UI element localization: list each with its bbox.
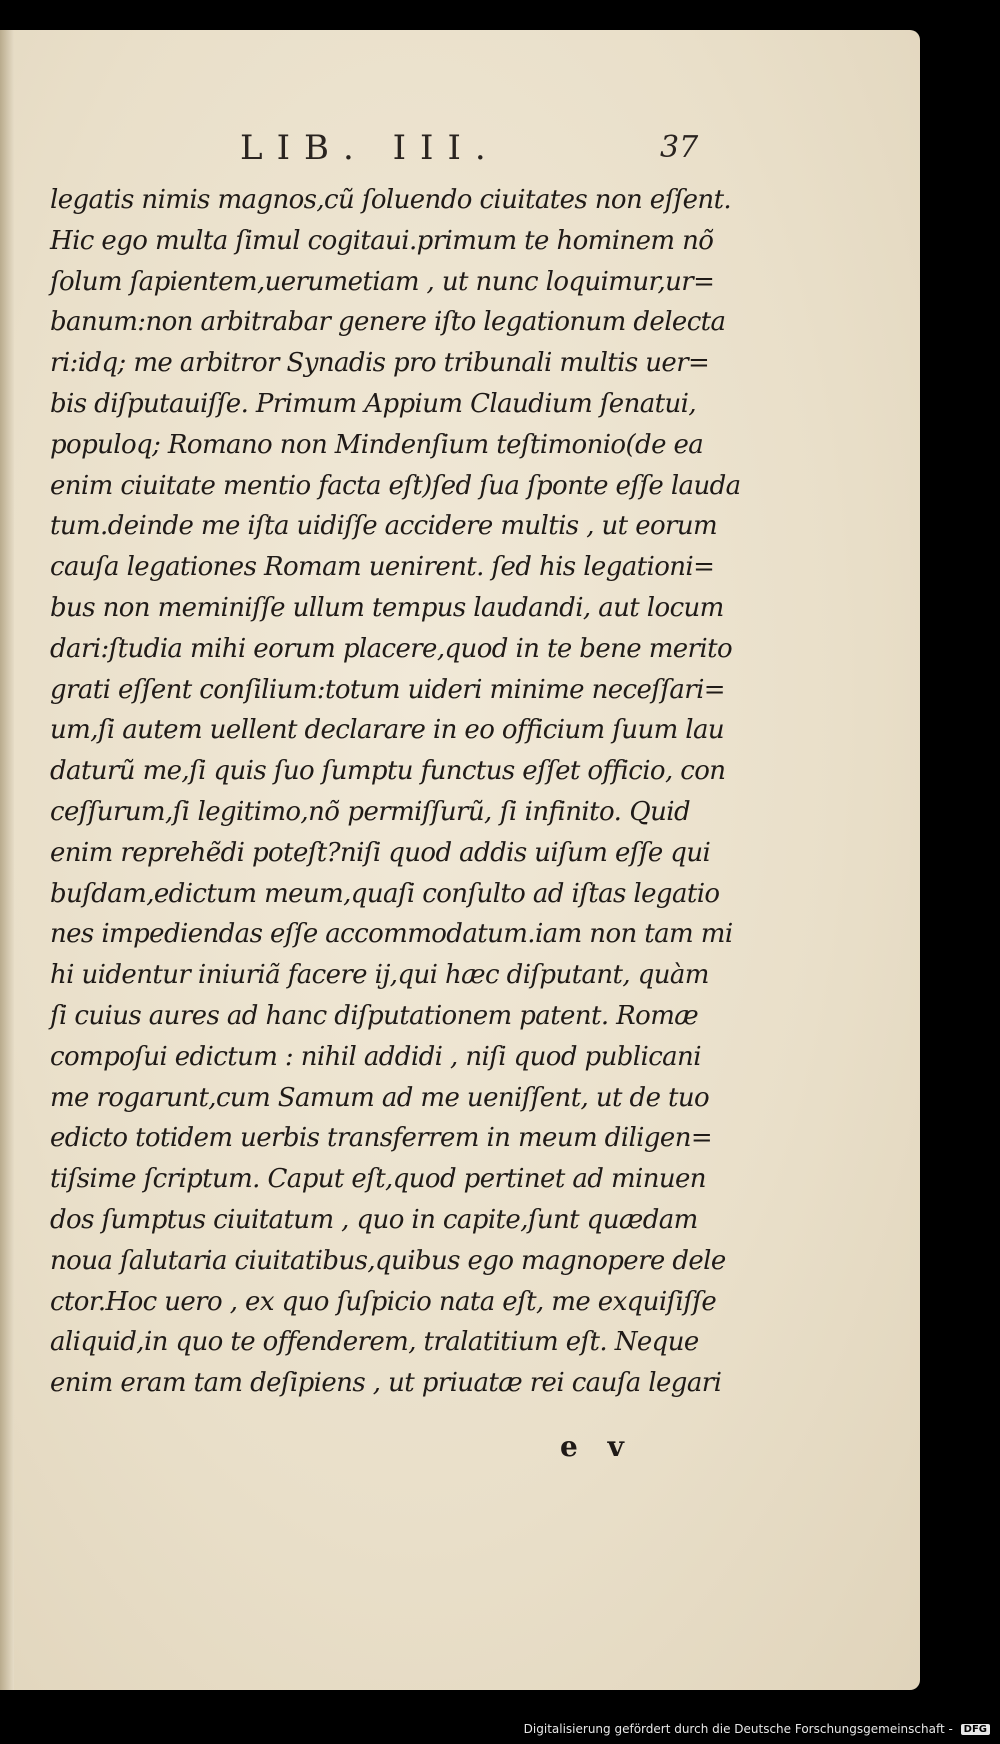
text-line: dos ſumptus ciuitatum , quo in capite,ſunt quædam: [50, 1204, 698, 1235]
digitization-credit: [524, 1722, 990, 1736]
text-line: ſi cuius aures ad hanc diſputationem patent. Romæ: [50, 1000, 699, 1031]
text-line: compoſui edictum : nihil addidi , niſi quod publicani: [50, 1041, 701, 1072]
text-line: Hic ego multa ſimul cogitaui.primum te hominem nõ: [50, 225, 714, 256]
page-number: 37: [660, 130, 699, 165]
text-line: grati eſſent conſilium:totum uideri minime neceſſari=: [50, 674, 725, 705]
text-line: nes impediendas eſſe accommodatum.iam non tam mi: [50, 919, 733, 950]
signature-mark: e v: [560, 1430, 634, 1463]
text-line: bus non meminiſſe ullum tempus laudandi, aut locum: [50, 592, 724, 623]
text-line: cauſa legationes Romam uenirent. ſed his legationi=: [50, 552, 715, 583]
text-line: ctor.Hoc uero , ex quo ſuſpicio nata eſt, me exquiſiſſe: [50, 1286, 717, 1317]
text-line: ſolum ſapientem,uerumetiam , ut nunc loquimur,ur=: [50, 266, 715, 297]
book-title: LIB. III.: [240, 128, 500, 168]
text-line: um,ſi autem uellent declarare in eo officium ſuum lau: [50, 715, 725, 746]
text-line: enim eram tam deſipiens , ut priuatæ rei cauſa legari: [50, 1368, 722, 1399]
text-line: banum:non arbitrabar genere iſto legationum delecta: [50, 307, 726, 338]
text-body: [50, 180, 741, 1404]
text-line: legatis nimis magnos,cũ ſoluendo ciuitates non eſſent.: [50, 185, 732, 215]
page-gutter: [0, 30, 14, 1690]
text-line: populoq; Romano non Mindenſium teſtimonio(de ea: [50, 429, 704, 460]
text-line: enim reprehẽdi poteſt?niſi quod addis uiſum eſſe qui: [50, 837, 711, 868]
text-line: tiſsime ſcriptum. Caput eſt,quod pertinet ad minuen: [50, 1164, 706, 1195]
text-line: dari:ſtudia mihi eorum placere,quod in te bene merito: [50, 633, 732, 664]
text-line: buſdam,edictum meum,quaſi conſulto ad iſtas legatio: [50, 878, 720, 909]
text-line: bis diſputauiſſe. Primum Appium Claudium ſenatui,: [50, 388, 697, 419]
text-line: me rogarunt,cum Samum ad me ueniſſent, ut de tuo: [50, 1082, 710, 1113]
text-line: ceſſurum,ſi legitimo,nõ permiſſurũ, ſi infinito. Quid: [50, 796, 690, 827]
text-line: daturũ me,ſi quis ſuo ſumptu functus eſſet officio, con: [50, 756, 726, 787]
running-head: [50, 128, 699, 178]
text-line: noua ſalutaria ciuitatibus,quibus ego magnopere dele: [50, 1245, 726, 1276]
text-line: edicto totidem uerbis transferrem in meum diligen=: [50, 1123, 713, 1154]
text-line: ri:idq; me arbitror Synadis pro tribunali multis uer=: [50, 348, 710, 379]
dfg-logo: DFG: [961, 1724, 990, 1735]
text-line: hi uidentur iniuriã facere ij,qui hæc diſputant, quàm: [50, 960, 709, 991]
text-line: enim ciuitate mentio facta eſt)ſed ſua ſponte eſſe lauda: [50, 470, 741, 501]
text-line: aliquid,in quo te offenderem, tralatitium eſt. Neque: [50, 1327, 699, 1358]
book-page: [0, 30, 920, 1690]
text-line: tum.deinde me iſta uidiſſe accidere multis , ut eorum: [50, 511, 718, 542]
credit-text: Digitalisierung gefördert durch die Deutsche Forschungsgemeinschaft -: [523, 1722, 953, 1736]
